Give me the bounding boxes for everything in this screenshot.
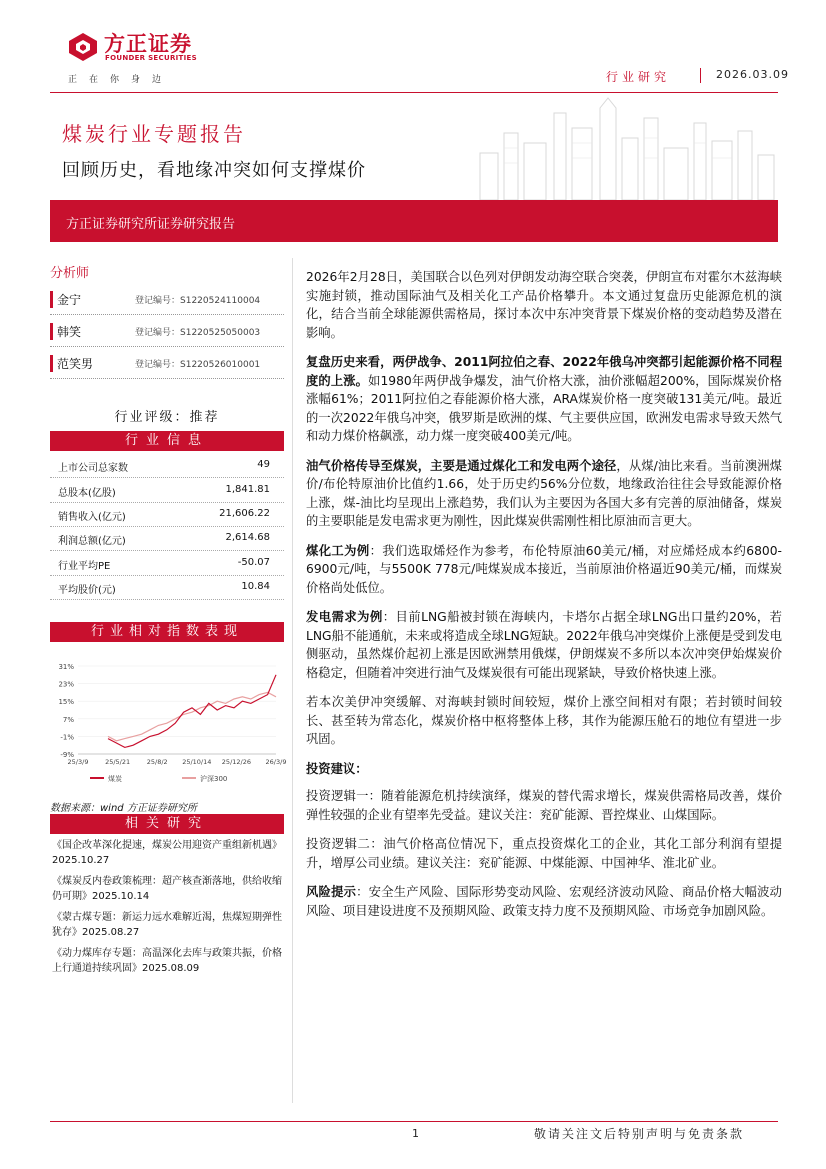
logo-english: FOUNDER SECURITIES (105, 54, 197, 62)
info-value: 2,614.68 (225, 532, 270, 543)
analyst-marker (50, 291, 53, 308)
report-date: 2026.03.09 (716, 68, 789, 81)
summary-paragraph: 2026年2月28日，美国联合以色列对伊朗发动海空联合突袭，伊朗宣布对霍尔木兹海峡实施封锁，推动国际油气及相关化工产品价格攀升。本文通过复盘历史能源危机的演化，结合当前全球能源供需格局，探讨本次中东冲突背景下煤炭价格的变动趋势及潜在影响。 (306, 270, 782, 340)
industry-rating: 行业评级：推荐 (114, 410, 220, 425)
info-label: 利润总额(亿元) (58, 536, 126, 547)
index-chart-header: 行业相对指数表现 (50, 622, 284, 642)
y-tick-label: -9% (60, 751, 74, 759)
summary-paragraph: 投资逻辑一：随着能源危机持续演绎，煤炭的替代需求增长，煤炭供需格局改善，煤价弹性较强的企业有望率先受益。建议关注：兖矿能源、晋控煤业、山煤国际。 (306, 789, 782, 822)
info-row (50, 576, 284, 600)
info-value: -50.07 (237, 557, 270, 568)
paragraph-lead: 复盘历史来看，两伊战争、2011阿拉伯之春、2022年俄乌冲突都引起能源价格不同程度的上涨。 (306, 355, 782, 388)
analyst-registration: 登记编号：S1220524110004 (135, 296, 261, 306)
series-line (108, 692, 276, 740)
founder-logo-icon (68, 32, 98, 62)
info-label: 总股本(亿股) (58, 488, 116, 499)
summary-paragraph: 若本次美伊冲突缓解、对海峡封锁时间较短，煤价上涨空间相对有限；若封锁时间较长、甚至转为常态化，煤炭价格中枢将整体上移，其作为能源压舱石的地位有望进一步巩固。 (306, 695, 782, 746)
divider (50, 314, 284, 315)
chart-source: 数据来源：wind 方正证券研究所 (50, 803, 197, 814)
info-label: 行业平均PE (58, 561, 111, 572)
x-tick-label: 25/8/2 (146, 758, 168, 766)
x-tick-label: 26/3/9 (265, 758, 287, 766)
related-report-item[interactable]: 《国企改革深化提速，煤炭公用迎资产重组新机遇》2025.10.27 (52, 840, 282, 866)
analyst-name: 金宁 (57, 293, 82, 307)
info-label: 上市公司总家数 (58, 463, 128, 474)
related-research-header: 相关研究 (50, 814, 284, 834)
y-tick-label: -1% (60, 733, 74, 742)
x-tick-label: 25/12/26 (221, 758, 252, 766)
paragraph-text: ：安全生产风险、国际形势变动风险、宏观经济波动风险、商品价格大幅波动风险、项目建设进度不及预期风险、政策支持力度不及预期风险、市场竞争加剧风险。 (306, 885, 782, 918)
footer-disclaimer: 敬请关注文后特别声明与免责条款 (534, 1127, 745, 1141)
related-report-item[interactable]: 《煤炭反内卷政策梳理：超产核查渐落地，供给收缩仍可期》2025.10.14 (52, 876, 282, 902)
paragraph-text: ，从煤/油比来看。当前澳洲煤价/布伦特原油价比值约1.66，处于历史约56%分位数，地缘政治往往会导致能源价格上涨，煤-油比均呈现出上涨趋势，我们认为主要因为各国大多有完善的原油储备，煤炭的主要职能是发电需求更为刚性，因此煤炭供需刚性相比原油而言更大。 (306, 458, 782, 528)
info-row (50, 503, 284, 527)
related-report-item[interactable]: 《蒙古煤专题：新运力远水难解近渴，焦煤短期弹性犹存》2025.08.27 (52, 912, 282, 938)
info-label: 平均股价(元) (58, 585, 116, 596)
chart-gridlines (78, 666, 276, 754)
paragraph-lead: 风险提示 (306, 885, 357, 899)
y-tick-label: 15% (58, 698, 74, 707)
info-row (50, 479, 284, 503)
analyst-name: 范笑男 (57, 357, 94, 371)
info-value: 1,841.81 (225, 484, 270, 495)
legend-label: 煤炭 (108, 775, 122, 783)
logo-text: 方正证券 (104, 32, 192, 56)
slogan: 正在你身边 (68, 75, 174, 85)
related-report-item[interactable]: 《动力煤库存专题：高温深化去库与政策共振，价格上行通道持续巩固》2025.08.09 (52, 948, 282, 974)
report-summary (306, 268, 782, 931)
x-tick-label: 25/10/14 (182, 758, 212, 766)
analyst-row (50, 352, 284, 376)
analyst-registration: 登记编号：S1220526010001 (135, 360, 261, 370)
analyst-marker (50, 355, 53, 372)
info-label: 销售收入(亿元) (58, 512, 126, 523)
x-tick-label: 25/5/21 (105, 758, 131, 766)
paragraph-lead: 煤化工为例 (306, 543, 370, 558)
analyst-row (50, 320, 284, 344)
industry-report-title: 煤炭行业专题报告 (62, 122, 246, 146)
banner-text: 方正证券研究所证券研究报告 (66, 217, 236, 232)
analyst-name: 韩笑 (57, 325, 82, 339)
paragraph-text: ：目前LNG船被封锁在海峡内，卡塔尔占据全球LNG出口量约20%，若LNG船不能通航，未来或将造成全球LNG短缺。2022年俄乌冲突煤价上涨便是受到发电侧驱动，虽然煤价起初上涨是因欧洲禁用俄煤，伊朗煤炭不多所以本次冲突伊始煤炭价格稳定，但随着冲突进行油气及煤炭很有可能出现紧缺，导致价格快速上涨。 (306, 610, 782, 680)
summary-paragraph (306, 457, 782, 531)
summary-paragraph: 投资逻辑二：油气价格高位情况下，重点投资煤化工的企业，其化工部分利润有望提升，增厚公司业绩。建议关注：兖矿能源、中煤能源、中国神华、淮北矿业。 (306, 837, 782, 870)
analyst-registration: 登记编号：S1220525050003 (135, 328, 261, 338)
y-tick-label: 31% (58, 663, 74, 671)
info-value: 10.84 (241, 581, 270, 592)
page-number: 1 (412, 1127, 419, 1140)
city-skyline-illustration (470, 93, 778, 200)
legend-label: 沪深300 (200, 775, 228, 783)
report-main-title: 回顾历史，看地缘冲突如何支撑煤价 (62, 160, 366, 181)
chart-x-ticks (68, 758, 287, 766)
paragraph-lead: 油气价格传导至煤炭，主要是通过煤化工和发电两个途径 (306, 458, 617, 473)
header-separator (700, 68, 701, 83)
info-value: 21,606.22 (219, 508, 270, 519)
y-tick-label: 7% (62, 715, 74, 724)
summary-paragraph (306, 608, 782, 682)
paragraph-text: 如1980年两伊战争爆发，油气价格大涨，油价涨幅超200%，国际煤炭价格涨幅61%；2011阿拉伯之春能源价格大涨，ARA煤炭价格一度突破131美元/吨。最近的一次2022年俄乌冲突，俄罗斯是欧洲的煤、气主要供应国，欧洲发电需求导致天然气和动力煤价格飙涨，动力煤一度突破400美元/吨。 (306, 373, 782, 443)
analyst-label: 分析师 (50, 266, 90, 281)
analyst-marker (50, 323, 53, 340)
industry-info-header: 行业信息 (50, 431, 284, 451)
y-tick-label: 23% (58, 680, 74, 689)
column-divider (292, 258, 293, 1103)
divider (50, 346, 284, 347)
info-row (50, 454, 284, 478)
analyst-row (50, 288, 284, 312)
summary-paragraph (306, 353, 782, 446)
report-type: 行业研究 (606, 70, 671, 84)
paragraph-text: ：我们选取烯烃作为参考，布伦特原油60美元/桶，对应烯烃成本约6800-6900元/吨，与5500K 778元/吨煤炭成本接近，当前原油价格逼近90美元/桶，而煤炭价格尚处低位。 (306, 543, 782, 595)
info-value: 49 (257, 459, 270, 470)
chart-y-ticks (58, 663, 74, 759)
info-row (50, 552, 284, 576)
summary-paragraph (306, 542, 782, 598)
relative-index-chart (50, 642, 287, 790)
investment-advice-heading: 投资建议： (306, 761, 368, 776)
info-row (50, 527, 284, 551)
footer-rule (50, 1121, 778, 1122)
chart-legend (90, 774, 227, 783)
divider (50, 378, 284, 379)
summary-paragraph (306, 883, 782, 920)
x-tick-label: 25/3/9 (67, 758, 89, 766)
paragraph-lead: 发电需求为例 (306, 610, 383, 624)
